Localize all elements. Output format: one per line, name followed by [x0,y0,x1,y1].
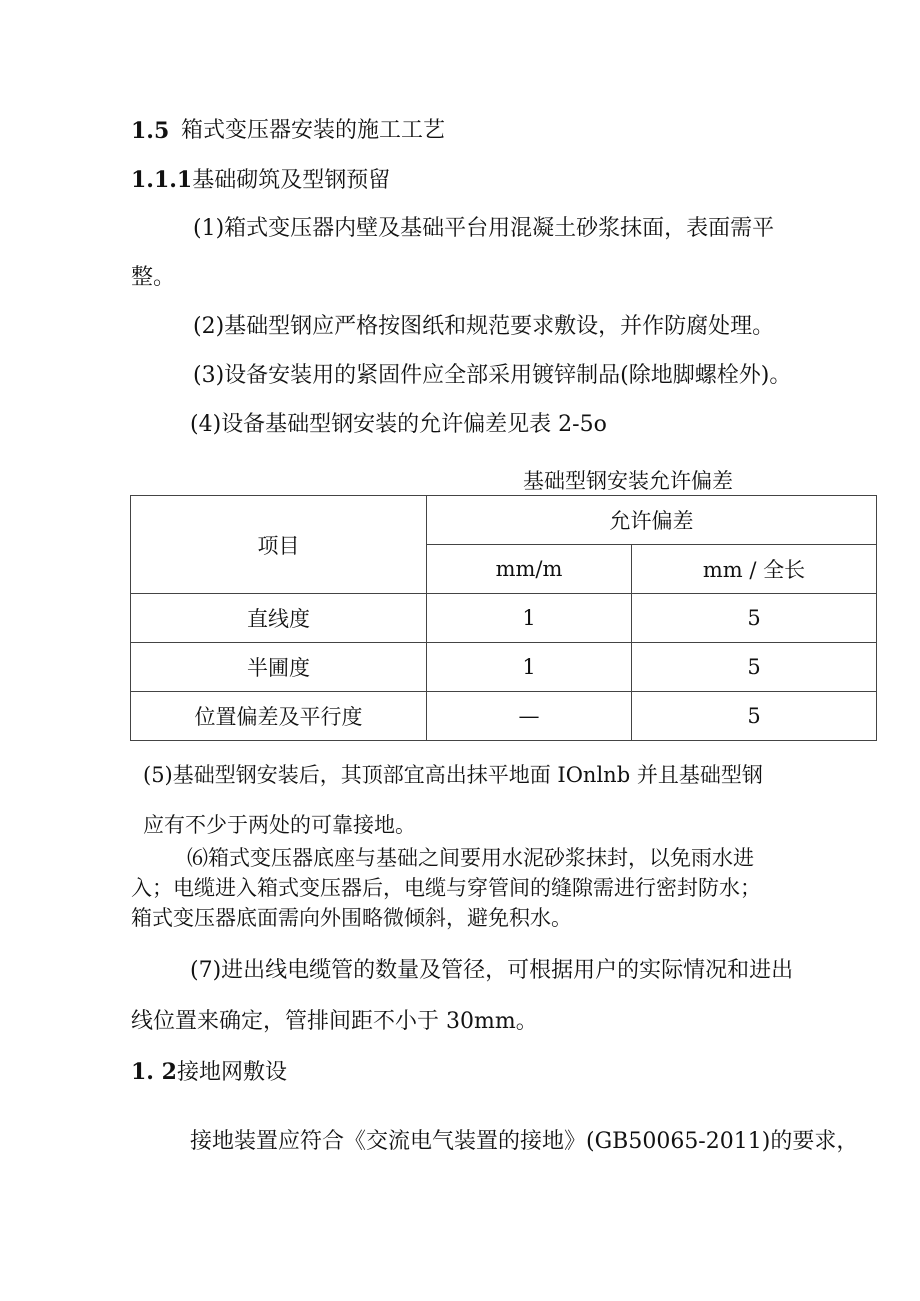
section-heading-1-1-1 [131,165,390,196]
paragraph-8: 接地装置应符合《交流电气装置的接地》(GB50065-2011)的要求， [190,1129,859,1154]
section-number: 1. 2 [131,1059,177,1085]
section-title: 接地网敷设 [176,1060,287,1085]
table-header-row [131,496,877,545]
paragraph-7-line-1: (7)进出线电缆管的数量及管径，可根据用户的实际情况和进出 [190,958,794,983]
paragraph-5-line-1: (5)基础型钢安装后，其顶部宜高出抹平地面 IOnlnb 并且基础型钢 [143,763,763,787]
paragraph-4: (4)设备基础型钢安装的允许偏差见表 2-5o [190,412,607,437]
row-total: 5 [632,594,877,643]
section-number: 1.1.1 [131,167,193,193]
paragraph-6-line-3: 箱式变压器底面需向外围略微倾斜，避免积水。 [131,906,572,930]
row-total: 5 [632,692,877,741]
table-row [131,692,877,741]
row-total: 5 [632,643,877,692]
row-per-m: — [427,692,632,741]
paragraph-2: (2)基础型钢应严格按图纸和规范要求敷设，并作防腐处理。 [193,314,775,339]
paragraph-1-line-1: (1)箱式变压器内壁及基础平台用混凝土砂浆抹面，表面需平 [193,216,775,241]
paragraph-7-line-2: 线位置来确定，管排间距不小于 30mm。 [131,1009,538,1034]
subheader-mm-total: mm / 全长 [632,545,877,594]
table-row [131,594,877,643]
paragraph-6-line-2: 入；电缆进入箱式变压器后，电缆与穿管间的缝隙需进行密封防水； [131,876,761,900]
row-per-m: 1 [427,643,632,692]
subheader-mm-per-m: mm/m [427,545,632,594]
row-item: 位置偏差及平行度 [131,692,427,741]
table-caption: 基础型钢安装允许偏差 [523,469,733,493]
section-title: 基础砌筑及型钢预留 [192,168,391,193]
header-item: 项目 [131,496,427,594]
paragraph-5-line-2: 应有不少于两处的可靠接地。 [143,813,416,837]
section-number: 1.5 [131,118,170,144]
section-heading-1-2 [131,1057,287,1088]
paragraph-3: (3)设备安装用的紧固件应全部采用镀锌制品(除地脚螺栓外)。 [193,363,792,388]
deviation-table [130,495,877,741]
row-item: 半圃度 [131,643,427,692]
row-item: 直线度 [131,594,427,643]
row-per-m: 1 [427,594,632,643]
paragraph-1-line-2: 整。 [131,265,176,290]
header-allowed-deviation: 允许偏差 [427,496,877,545]
section-title: 箱式变压器安装的施工工艺 [181,118,446,143]
paragraph-6-line-1: ⑹箱式变压器底座与基础之间要用水泥砂浆抹封，以免雨水进 [187,846,754,870]
table-row [131,643,877,692]
